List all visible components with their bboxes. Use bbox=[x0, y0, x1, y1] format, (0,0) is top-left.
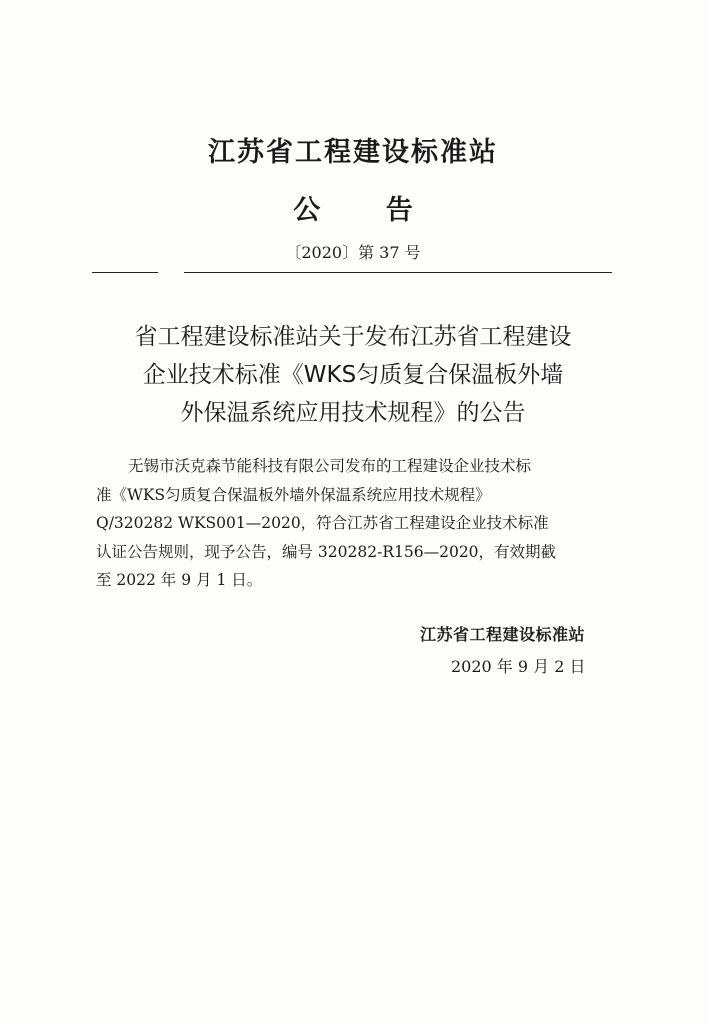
headline-line: 企业技术标准《WKS匀质复合保温板外墙 bbox=[142, 362, 564, 388]
document-number: 〔2020〕第 37 号 bbox=[285, 243, 421, 262]
body-line: 准《WKS匀质复合保温板外墙外保温系统应用技术规程》 bbox=[96, 485, 491, 504]
notice-title: 公 告 bbox=[293, 195, 441, 226]
header-divider-gap bbox=[158, 270, 184, 275]
announcement-body bbox=[96, 452, 616, 595]
body-line: 无锡市沃克森节能科技有限公司发布的工程建设企业技术标 bbox=[128, 457, 532, 475]
body-line: 至 2022 年 9 月 1 日。 bbox=[96, 571, 263, 589]
body-line: 认证公告规则，现予公告，编号 320282-R156—2020，有效期截 bbox=[96, 542, 557, 561]
signature-organization: 江苏省工程建设标准站 bbox=[420, 625, 586, 644]
signature-date: 2020 年 9 月 2 日 bbox=[451, 657, 586, 676]
announcement-headline bbox=[100, 318, 606, 432]
issuing-organization-header: 江苏省工程建设标准站 bbox=[208, 137, 498, 168]
headline-line: 外保温系统应用技术规程》的公告 bbox=[180, 400, 526, 426]
body-line: Q/320282 WKS001—2020，符合江苏省工程建设企业技术标准 bbox=[96, 514, 549, 532]
headline-line: 省工程建设标准站关于发布江苏省工程建设 bbox=[134, 324, 572, 350]
